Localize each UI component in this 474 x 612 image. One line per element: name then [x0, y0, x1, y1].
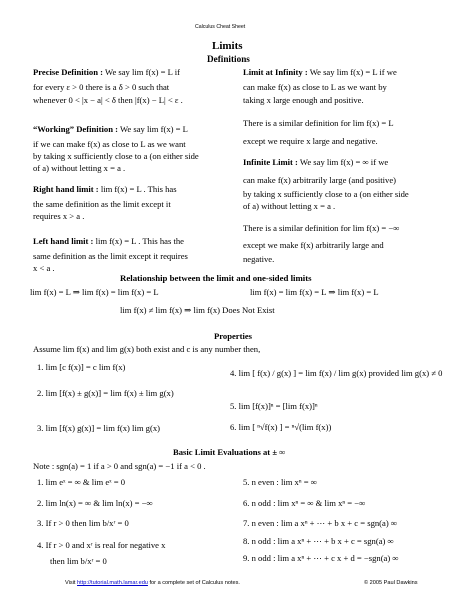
basic-limit-4-continued: then lim b/xʳ = 0 [50, 556, 107, 566]
working-definition-line-4: of a) without letting x = a . [33, 163, 126, 173]
precise-definition [33, 67, 180, 78]
footer-visit-text: Visit [65, 580, 76, 586]
limit-at-infinity-line-1: We say lim f(x) = L if we [309, 67, 397, 77]
precise-definition-line-2: for every ε > 0 there is a δ > 0 such that [33, 82, 170, 92]
working-definition-line-2: if we can make f(x) as close to L as we want [33, 139, 186, 149]
infinite-limit-label: Infinite Limit : [243, 157, 298, 167]
working-definition-line-3: by taking x sufficiently close to a (on either side [33, 151, 199, 161]
right-hand-limit [33, 184, 177, 195]
property-5: 5. lim [f(x)]ⁿ = [lim f(x)]ⁿ [230, 401, 318, 411]
working-definition-label: “Working” Definition : [33, 124, 118, 134]
sgn-note: Note : sgn(a) = 1 if a > 0 and sgn(a) = −1 if a < 0 . [33, 461, 206, 471]
limit-at-infinity-line-2: can make f(x) as close to L as we want by [243, 82, 387, 92]
section-title: Limits [212, 40, 243, 52]
infinite-limit-line-1: We say lim f(x) = ∞ if we [299, 157, 389, 167]
infinite-limit-line-3: by taking x sufficiently close to a (on either side [243, 189, 409, 199]
property-6: 6. lim [ ⁿ√f(x) ] = ⁿ√(lim f(x)) [230, 422, 332, 432]
properties-heading: Properties [214, 331, 253, 341]
basic-limits-heading: Basic Limit Evaluations at ± ∞ [173, 447, 286, 457]
left-hand-limit-line-2: same definition as the limit except it requires [33, 251, 188, 261]
basic-limit-2: 2. lim ln(x) = ∞ & lim ln(x) = −∞ [37, 498, 153, 508]
footer [65, 578, 240, 589]
working-definition-line-1: We say lim f(x) = L [120, 124, 188, 134]
right-hand-limit-line-3: requires x > a . [33, 211, 85, 221]
document-header: Calculus Cheat Sheet [195, 24, 246, 30]
limit-at-infinity-line-3: taking x large enough and positive. [243, 95, 364, 105]
relationship-row-1-right: lim f(x) = lim f(x) = L ⇒ lim f(x) = L [250, 287, 379, 297]
basic-limit-6: 6. n odd : lim xⁿ = ∞ & lim xⁿ = −∞ [243, 498, 366, 508]
basic-limit-5: 5. n even : lim xⁿ = ∞ [243, 477, 317, 487]
precise-definition-line-1: We say lim f(x) = L if [105, 67, 180, 77]
precise-definition-label: Precise Definition : [33, 67, 104, 77]
relationship-row-1-left: lim f(x) = L ⇒ lim f(x) = lim f(x) = L [30, 287, 159, 297]
footer-notes-text: for a complete set of Calculus notes. [149, 580, 240, 586]
definitions-heading: Definitions [207, 54, 250, 64]
basic-limit-9: 9. n odd : lim a xⁿ + ⋯ + c x + d = −sgn(a) ∞ [243, 553, 399, 563]
properties-intro: Assume lim f(x) and lim g(x) both exist and c is any number then, [33, 344, 261, 354]
basic-limit-7: 7. n even : lim a xⁿ + ⋯ + b x + c = sgn(a) ∞ [243, 518, 397, 528]
infinite-limit-line-4: of a) without letting x = a . [243, 201, 336, 211]
relationship-heading: Relationship between the limit and one-sided limits [120, 273, 312, 283]
basic-limit-8: 8. n odd : lim a xⁿ + ⋯ + b x + c = sgn(a) ∞ [243, 536, 394, 546]
property-1: 1. lim [c f(x)] = c lim f(x) [37, 362, 126, 372]
infinite-limit-line-2: can make f(x) arbitrarily large (and positive) [243, 175, 397, 185]
right-hand-limit-line-2: the same definition as the limit except it [33, 199, 171, 209]
property-3: 3. lim [f(x) g(x)] = lim f(x) lim g(x) [37, 423, 160, 433]
footer-copyright: © 2005 Paul Dawkins [364, 580, 418, 586]
basic-limit-1: 1. lim eˣ = ∞ & lim eˣ = 0 [37, 477, 126, 487]
similar-definition-negative-x-line-2: except we require x large and negative. [243, 136, 378, 146]
left-hand-limit-line-1: lim f(x) = L . This has the [95, 236, 184, 246]
similar-definition-negative-infinity: There is a similar definition for lim f(x) = −∞ [243, 223, 400, 233]
footer-tutorial-link[interactable]: http://tutorial.math.lamar.edu [77, 580, 148, 586]
limit-at-infinity [243, 67, 397, 78]
right-hand-limit-label: Right hand limit : [33, 184, 99, 194]
basic-limit-4: 4. If r > 0 and xʳ is real for negative x [37, 540, 166, 550]
similar-definition-negative-infinity-line-3: negative. [243, 254, 275, 264]
infinite-limit [243, 157, 388, 168]
left-hand-limit [33, 236, 184, 247]
working-definition [33, 124, 188, 135]
similar-definition-negative-infinity-line-2: except we make f(x) arbitrarily large and [243, 240, 384, 250]
right-hand-limit-line-1: lim f(x) = L . This has [100, 184, 177, 194]
similar-definition-negative-x: There is a similar definition for lim f(x) = L [243, 118, 394, 128]
property-2: 2. lim [f(x) ± g(x)] = lim f(x) ± lim g(x) [37, 388, 174, 398]
precise-definition-line-3: whenever 0 < |x − a| < δ then |f(x) − L| < ε . [33, 95, 183, 105]
relationship-row-2: lim f(x) ≠ lim f(x) ⇒ lim f(x) Does Not Exist [120, 305, 275, 315]
limit-at-infinity-label: Limit at Infinity : [243, 67, 308, 77]
basic-limit-3: 3. If r > 0 then lim b/xʳ = 0 [37, 518, 129, 528]
left-hand-limit-label: Left hand limit : [33, 236, 94, 246]
left-hand-limit-line-3: x < a . [33, 263, 55, 273]
property-4: 4. lim [ f(x) / g(x) ] = lim f(x) / lim g(x) provided lim g(x) ≠ 0 [230, 368, 443, 378]
